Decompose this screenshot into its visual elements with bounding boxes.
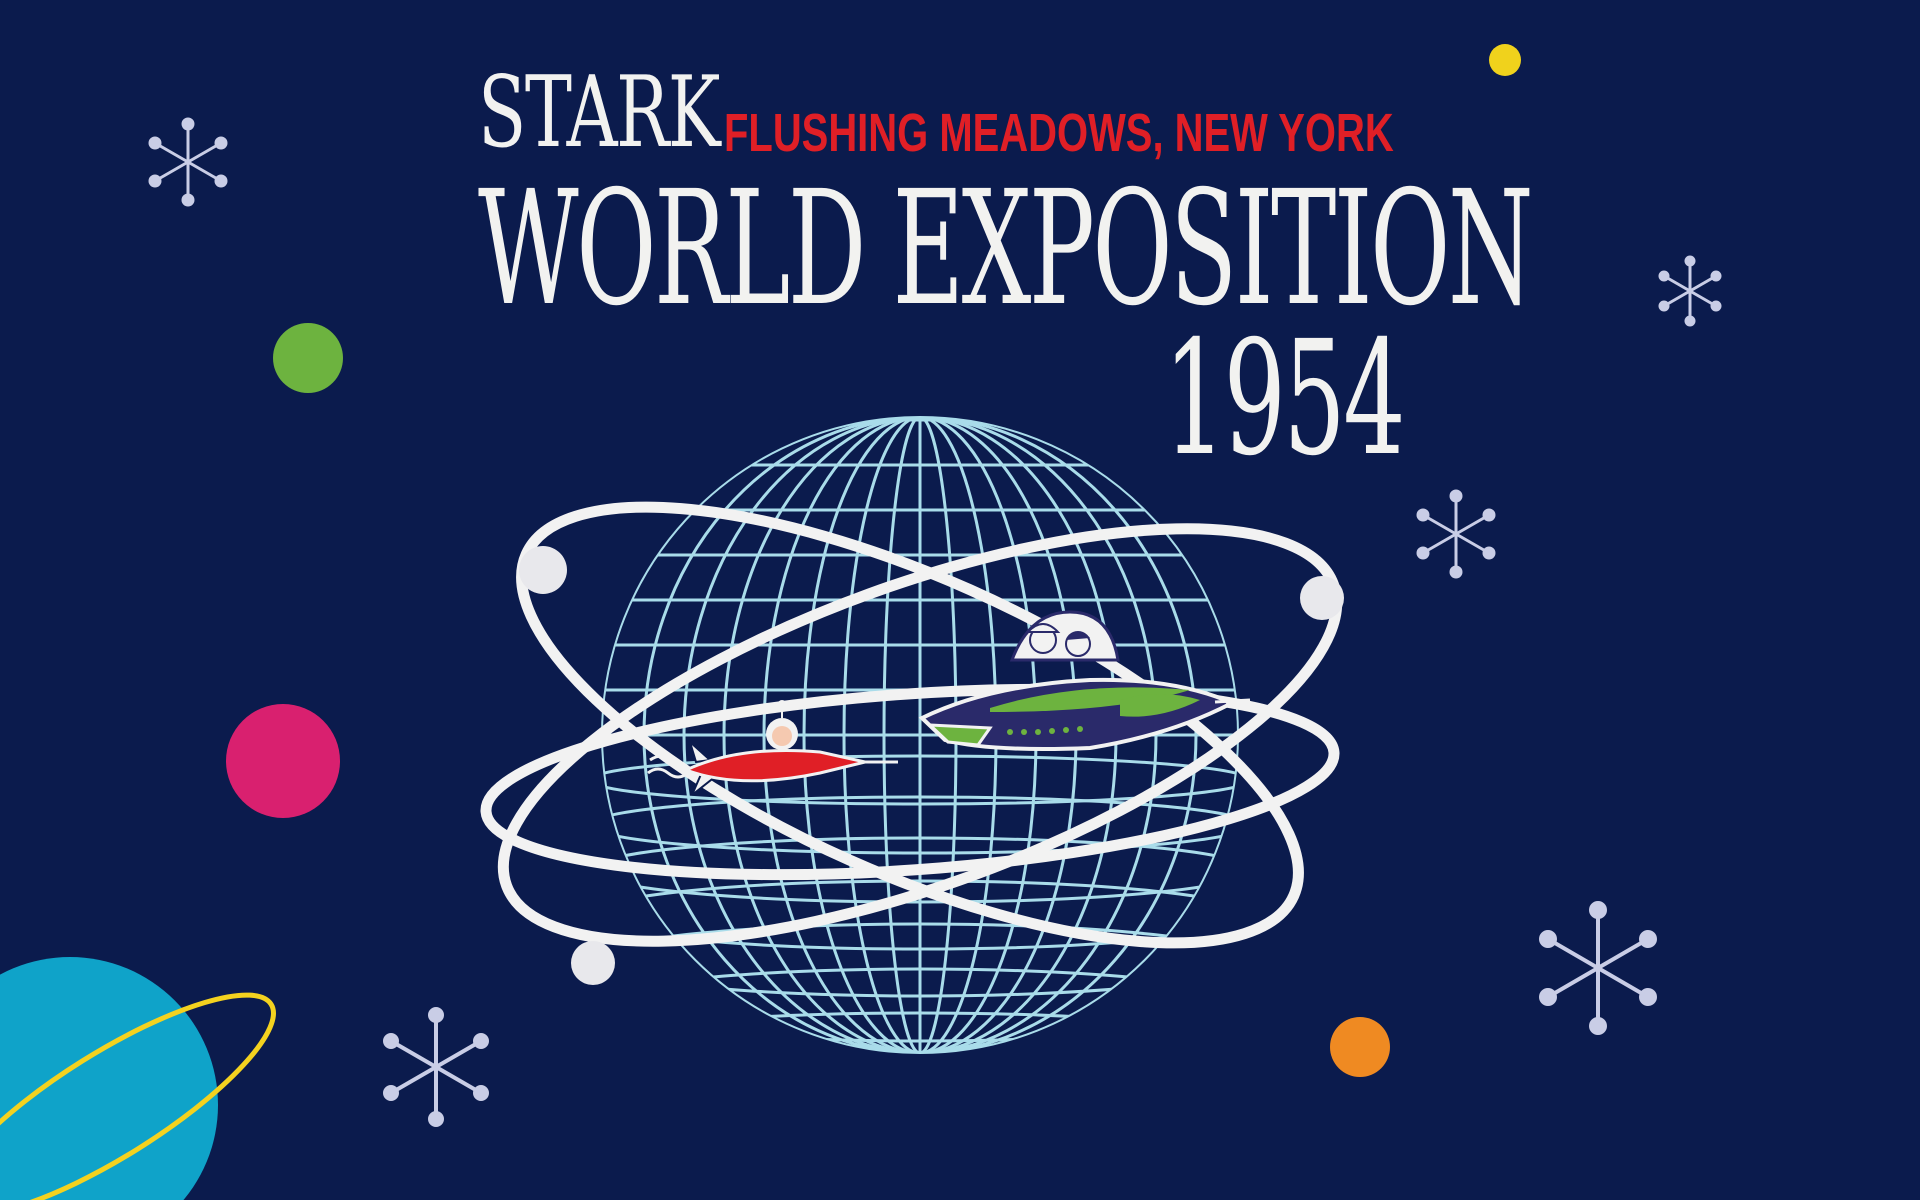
event-title: WORLD EXPOSITION xyxy=(478,157,1532,341)
event-year: 1954 xyxy=(1163,307,1403,491)
starburst-icon xyxy=(1541,903,1655,1033)
starburst-icon xyxy=(150,119,226,205)
ringed-planet-icon xyxy=(0,957,299,1200)
green-dot-icon xyxy=(273,323,343,393)
location-subtitle: FLUSHING MEADOWS, NEW YORK xyxy=(724,103,1394,163)
brand-title: STARK xyxy=(478,56,720,170)
orange-dot-icon xyxy=(1330,1017,1390,1077)
starburst-icon xyxy=(1418,491,1494,577)
yellow-dot-icon xyxy=(1489,44,1521,76)
magenta-dot-icon xyxy=(226,704,340,818)
starburst-icon xyxy=(1660,257,1720,325)
starburst-icon xyxy=(385,1009,487,1125)
wireframe-globe-icon xyxy=(590,417,1250,1077)
